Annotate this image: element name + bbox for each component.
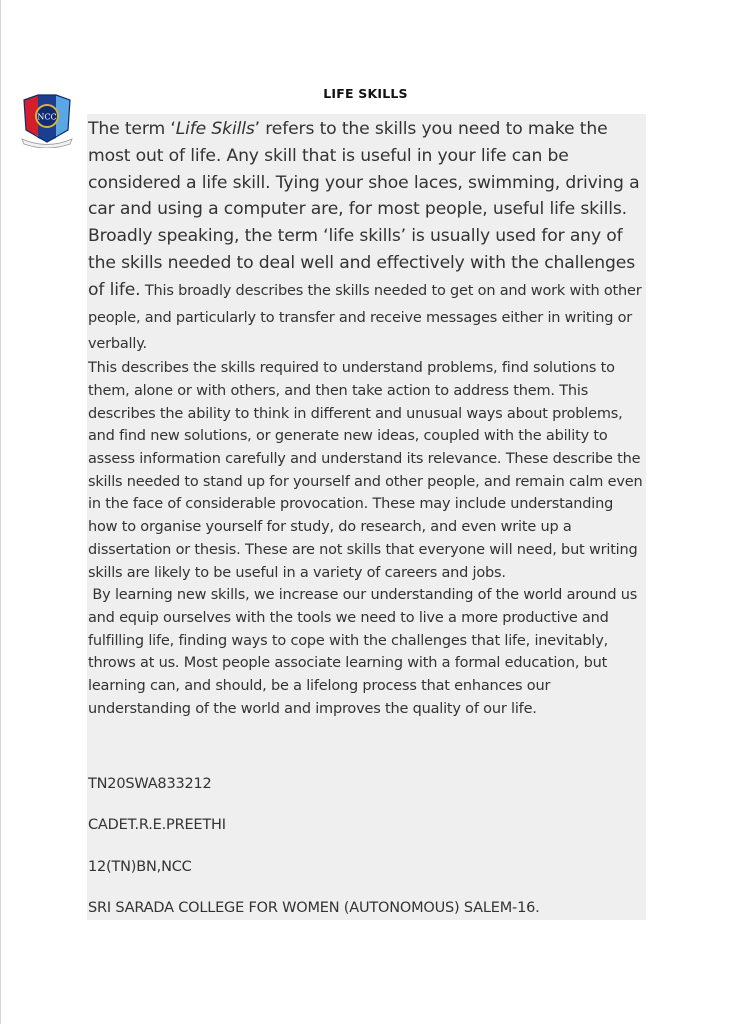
paragraph-1 bbox=[88, 116, 646, 357]
document-title: LIFE SKILLS bbox=[323, 86, 408, 101]
ncc-crest-icon bbox=[16, 92, 78, 148]
page-edge bbox=[0, 0, 1, 1024]
battalion: 12(TN)BN,NCC bbox=[88, 859, 192, 875]
cadet-number: TN20SWA833212 bbox=[88, 776, 212, 792]
cadet-name: CADET.R.E.PREETHI bbox=[88, 817, 226, 833]
lead-italic: Life Skills bbox=[175, 119, 255, 139]
logo-text: NCC bbox=[37, 112, 57, 122]
paragraph-1-continuation: This broadly describes the skills needed to get on and work with other people, and particularly to transfer and receive messages either in writing or verbally. bbox=[88, 282, 642, 353]
document-body bbox=[87, 114, 646, 920]
lead-rest: ’ refers to the skills you need to make the most out of life. Any skill that is useful in your life can be considered a life skill. Tying your shoe laces, swimming, driving a car and using a computer are, for most people, useful life skills. Broadly speaking, the term ‘life skills’ is usually used for any of the skills needed to deal well and effectively with the challenges of life. bbox=[88, 119, 640, 300]
lead-prefix: The term ‘ bbox=[88, 119, 176, 139]
paragraph-3: By learning new skills, we increase our understanding of the world around us and equip ourselves with the tools we need to live a more productive and fulfilling life, finding ways to cope with the challenges that life, inevitably, throws at us. Most people associate learning with a formal education, but learning can, and should, be a lifelong process that enhances our understanding of the world and improves the quality of our life. bbox=[88, 587, 642, 717]
paragraph-2: This describes the skills required to understand problems, find solutions to them, alone or with others, and then take action to address them. This describes the ability to think in different and unusual ways about problems, and find new solutions, or generate new ideas, coupled with the ability to assess information carefully and understand its relevance. These describe the skills needed to stand up for yourself and other people, and remain calm even in the face of considerable provocation. These may include understanding how to organise yourself for study, do research, and even write up a dissertation or thesis. These are not skills that everyone will need, but writing skills are likely to be useful in a variety of careers and jobs. bbox=[88, 360, 643, 581]
college-name: SRI SARADA COLLEGE FOR WOMEN (AUTONOMOUS) SALEM-16. bbox=[88, 900, 540, 916]
